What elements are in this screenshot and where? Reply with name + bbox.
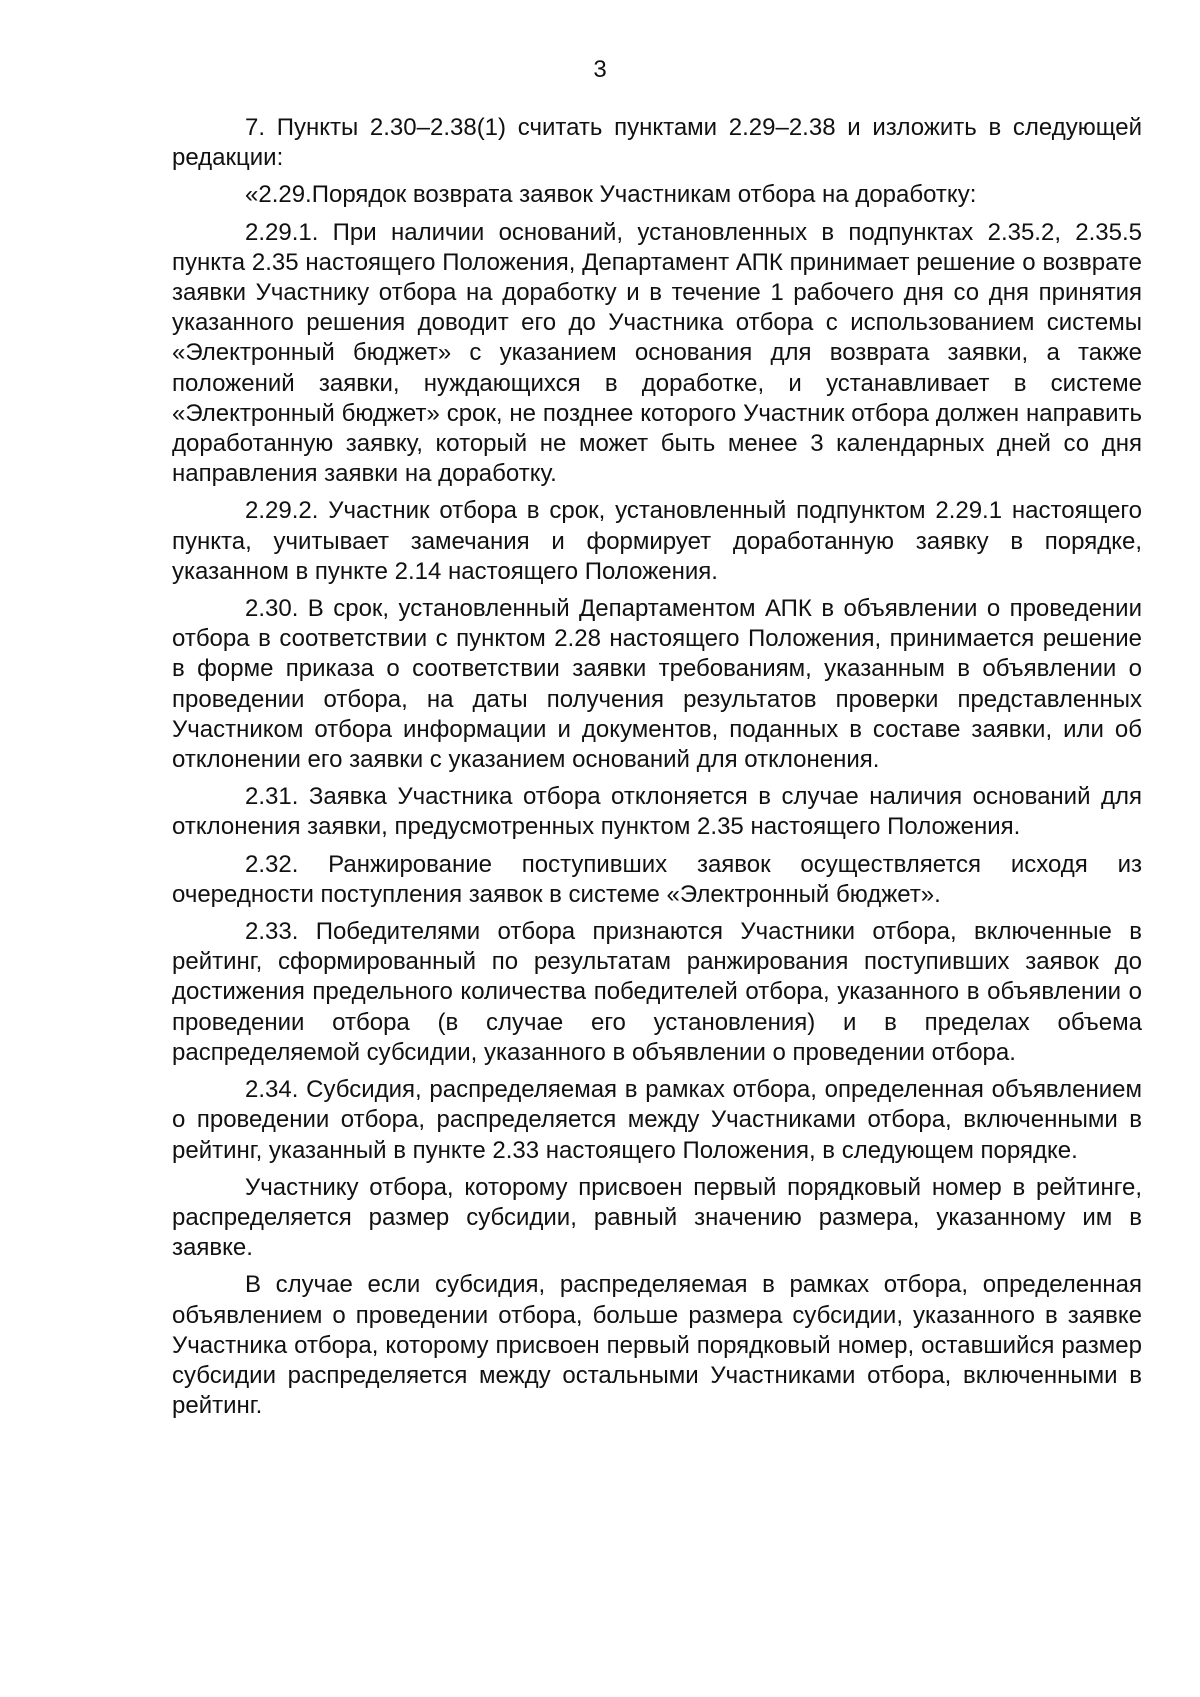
paragraph-2-31: 2.31. Заявка Участника отбора отклоняется в случае наличия оснований для отклонения заявки, предусмотренных пунктом 2.35 настоящего Положения. <box>172 783 1142 841</box>
paragraph-2-34: 2.34. Субсидия, распределяемая в рамках отбора, определенная объявлением о проведении отбора, распределяется между Участниками отбора, включенными в рейтинг, указанный в пункте 2.33 настоящего Положения, в следующем порядке. <box>172 1076 1142 1164</box>
paragraph-item-7: 7. Пункты 2.30–2.38(1) считать пунктами 2.29–2.38 и изложить в следующей редакции: <box>172 114 1142 172</box>
paragraph-2-30: 2.30. В срок, установленный Департаментом АПК в объявлении о проведении отбора в соответствии с пунктом 2.28 настоящего Положения, принимается решение в форме приказа о соответствии заявки требованиям, указанным в объявлении о проведении отбора, на даты получения результатов проверки представленных Участником отбора информации и документов, поданных в составе заявки, или об отклонении его заявки с указанием оснований для отклонения. <box>172 595 1142 774</box>
paragraph-2-29-heading: «2.29.Порядок возврата заявок Участникам отбора на доработку: <box>245 181 977 209</box>
paragraph-2-33: 2.33. Победителями отбора признаются Участники отбора, включенные в рейтинг, сформированный по результатам ранжирования поступивших заявок до достижения предельного количества победителей отбора, указанного в объявлении о проведении отбора (в случае его установления) и в пределах объема распределяемой субсидии, указанного в объявлении о проведении отбора. <box>172 918 1142 1066</box>
page-number: 3 <box>593 56 607 83</box>
document-body <box>172 113 1142 1428</box>
paragraph-2-32: 2.32. Ранжирование поступивших заявок осуществляется исходя из очередности поступления заявок в системе «Электронный бюджет». <box>172 850 1142 908</box>
paragraph-2-29-1: 2.29.1. При наличии оснований, установленных в подпунктах 2.35.2, 2.35.5 пункта 2.35 настоящего Положения, Департамент АПК принимает решение о возврате заявки Участнику отбора на доработку и в течение 1 рабочего дня со дня принятия указанного решения доводит его до Участника отбора с использованием системы «Электронный бюджет» с указанием основания для возврата заявки, а также положений заявки, нуждающихся в доработке, и устанавливает в системе «Электронный бюджет» срок, не позднее которого Участник отбора должен направить доработанную заявку, который не может быть менее 3 календарных дней со дня направления заявки на доработку. <box>172 218 1142 488</box>
paragraph-2-29-2: 2.29.2. Участник отбора в срок, установленный подпунктом 2.29.1 настоящего пункта, учитывает замечания и формирует доработанную заявку в порядке, указанном в пункте 2.14 настоящего Положения. <box>172 497 1142 585</box>
paragraph-2-34-remaining-subsidy: В случае если субсидия, распределяемая в рамках отбора, определенная объявлением о проведении отбора, больше размера субсидии, указанного в заявке Участника отбора, которому присвоен первый порядковый номер, оставшийся размер субсидии распределяется между остальными Участниками отбора, включенными в рейтинг. <box>172 1271 1142 1420</box>
paragraph-2-34-first-participant: Участнику отбора, которому присвоен первый порядковый номер в рейтинге, распределяется размер субсидии, равный значению размера, указанному им в заявке. <box>172 1173 1142 1262</box>
